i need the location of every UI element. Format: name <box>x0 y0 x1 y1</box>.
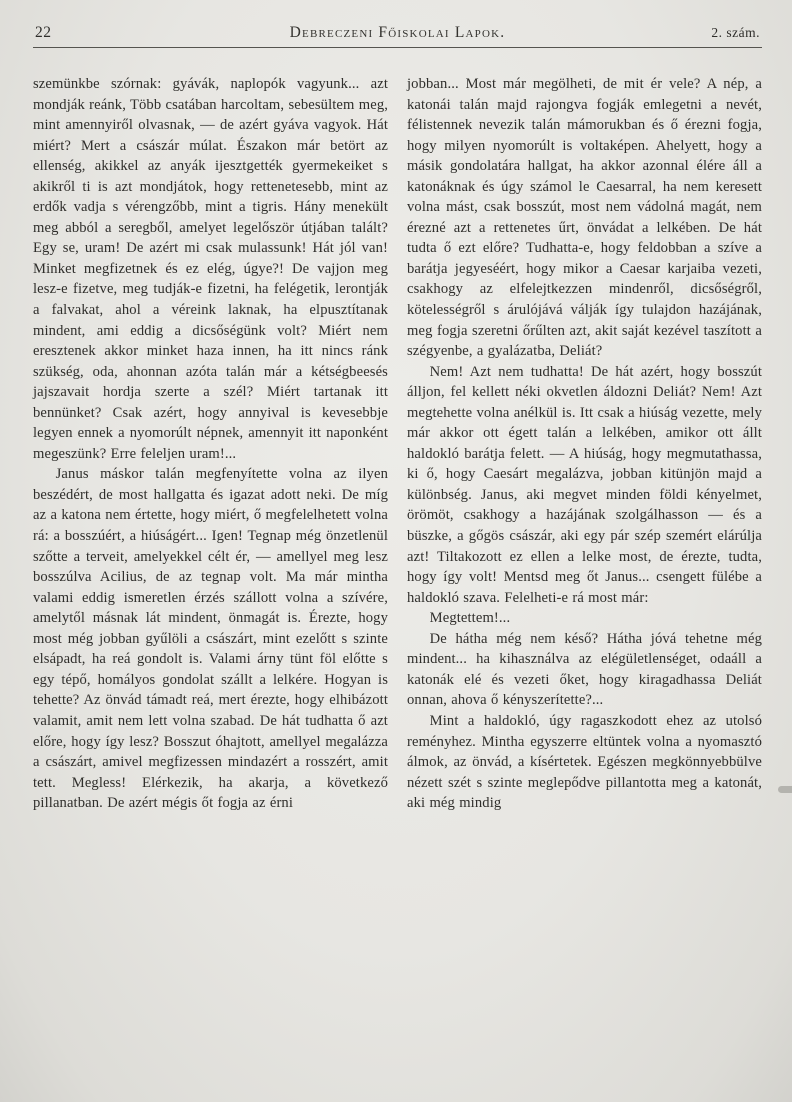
journal-title: Debreczeni Főiskolai Lapok. <box>289 24 506 41</box>
header-rule <box>33 47 762 48</box>
text-columns <box>33 74 762 814</box>
scan-smudge <box>778 786 792 793</box>
left-column <box>33 74 388 814</box>
paragraph: jobban... Most már megölheti, de mit ér vele? A nép, a katonái talán majd rajongva fogják emlegetni a nevét, félistennek nevezik talán mámorukban és ő érezni fogja, hogy milyen nyomorúlt is voltaképen. Ahelyett, hogy a másik gondolatára hallgat, ha akkor azonnal élére áll a katonáknak és úgy számol le Caesarral, ha nem keresett volna mást, csak bosszút, most nem vádolná magát, nem érezné azt a rettenetes űrt, önvádat a lelkében. De hát tudta ő ezt előre? Tudhatta-e, hogy feldobban a szíve a barátja jegyeséért, hogy mikor a Caesar karjaiba vezeti, csakhogy az elfelejtkezzen mindenről, dicsőségről, kötelességről s árulójává válják így tulajdon hazájának, meg fogja szeretni őrűlten azt, akit saját kezével taszított a szégyenbe, a gyalázatba, Deliát? <box>407 76 762 360</box>
paragraph: De hátha még nem késő? Hátha jóvá tehetne még mindent... ha kihasználva az elégületlenséget, odaáll a katonák elé és vezeti őket, hogy kiragadhassa Deliát onnan, ahova ő kényszerítette?... <box>407 630 762 709</box>
paragraph: Megtettem!... <box>429 610 511 627</box>
paragraph: Nem! Azt nem tudhatta! De hát azért, hogy bosszút álljon, fel kellett néki okvetlen áldozni Deliát? Nem! Azt megtehette volna anélkül is. Itt csak a hiúság vezette, mely már akkor ott égett talán a lelkében, amikor ott állt haldokló barátja felett. — A hiúság, hogy megmutathassa, ki ő, hogy Caesárt megalázva, jobban kitünjön majd a különbség. Janus, aki megvet minden földi kényelmet, örömöt, csakhogy a hazájának szolgálhasson — és a büszke, a gőgös császár, aki egy pár szép szemért elárúlja azt! Tiltakozott ez ellen a lelke most, de érezte, tudta, hogy így volt! Mentsd meg őt Janus... csengett fülébe a haldokló szava. Felelheti-e rá most már: <box>407 363 762 606</box>
issue-number: 2. szám. <box>711 25 760 40</box>
paragraph: Mint a haldokló, úgy ragaszkodott ehez az utolsó reményhez. Mintha egyszerre eltüntek volna a nyomasztó álmok, az önvád, a kísértetek. Egészen megkönnyebbülve nézett szét s szinte meglepődve pillantotta meg a katonát, aki még mindig <box>407 712 762 812</box>
page-number: 22 <box>35 24 52 41</box>
right-column <box>407 74 762 814</box>
paragraph: Janus máskor talán megfenyítette volna az ilyen beszédért, de most hallgatta és igazat adott neki. De míg az a katona nem értette, hogy miért, ő megfelelhetett volna rá: a bosszúért, a hiúságért... Igen! Tegnap még önzetlenül szőtte a terveit, amelyekkel célt ér, — amellyel meg lesz bosszúlva Acilius, de az tegnap volt. Ma már mintha valami eddig ismeretlen érzés szállott volna a szívére, amelytől másnak lát mindent, önmagát is. Érezte, hogy most még jobban gyűlöli a császárt, mint ezelőtt s szinte elsápadt, ha reá gondolt is. Valami árny tünt föl előtte s egy tépő, homályos gondolat szállt a lelkére. Hogyan is tehette? Az önvád támadt reá, mert érezte, hogy elhibázott valamit, amit nem lett volna szabad. De hát tudhatta ő azt előre, hogy így lesz? Bosszut óhajtott, amellyel megalázza a császárt, amivel megfizessen mindazért a rosszért, amit tett. Megless! Elérkezik, ha akarja, a következő pillanatban. De azért mégis őt fogja az érni <box>33 466 388 812</box>
page-header <box>33 24 762 47</box>
paragraph: szemünkbe szórnak: gyávák, naplopók vagyunk... azt mondják reánk, Több csatában harcoltam, sebesültem meg, mint amennyiről olvasnak, — de azért gyáva vagyok. Hát miért? Mert a császár múlat. Északon már betört az ellenség, akikkel az anyák ijesztgették gyermekeiket s akikről ti is azt mondjátok, hogy rettenetesebb, mint az erdők vadja s vérengzőbb, mint a tigris. Hány menekült meg abból a seregből, amelyet legelőször útjában talált? Egy se, uram! De azért mi csak mulassunk! Hát jól van! Minket megfizetnek és ez elég, úgye?! De vajjon meg lesz-e fizetve, meg tudják-e fizetni, ha felégetik, lerontják a falvakat, ahol a véreink laknak, ha elpusztítanak mindent, ami eddig a dicsőségünk volt? Miért nem eresztenek akkor minket haza innen, ha itt nincs ránk szükség, oda, ahonnan azóta talán már a kétségbeesés jajszavait hordja szerte a szél? Miért tartanak itt bennünket? Csak azért, hogy annyival is kevesebbje legyen ennek a nyomorúlt népnek, amennyit itt naponként megeszünk? Erre feleljen uram!... <box>33 76 389 462</box>
